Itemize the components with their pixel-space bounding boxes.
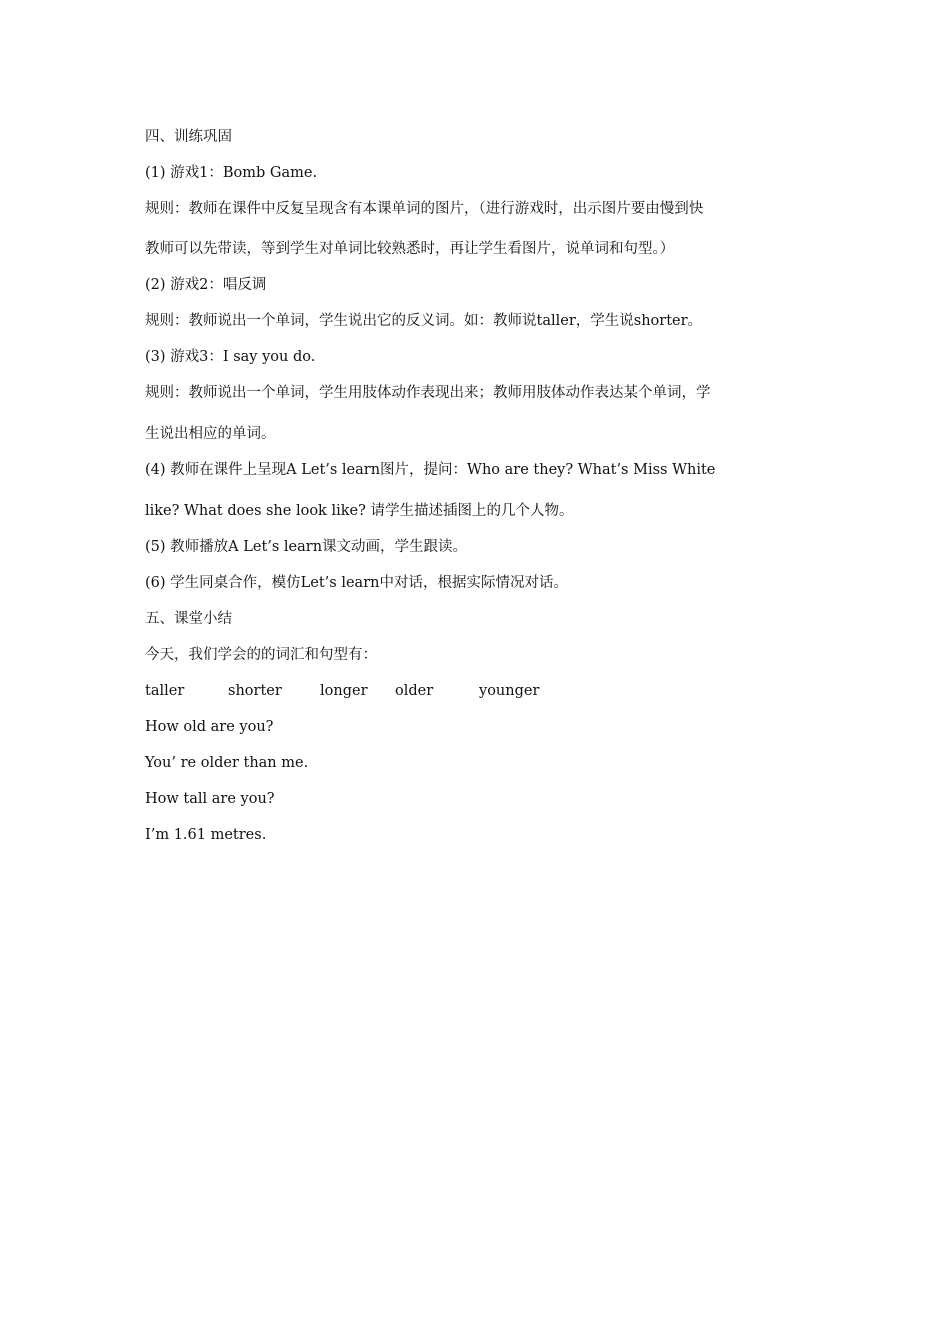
- vocab-word: shorter: [228, 683, 282, 699]
- vocab-word: older: [395, 683, 434, 699]
- sentence: You’ re older than me.: [145, 755, 309, 771]
- game-3-rule-line-2: 生说出相应的单词。: [145, 426, 276, 442]
- step-4-line-2: like? What does she look like? 请学生描述插图上的几个人物。: [145, 503, 574, 519]
- game-3-rule-line-1: 规则：教师说出一个单词，学生用肢体动作表现出来；教师用肢体动作表达某个单词，学: [145, 385, 711, 401]
- vocab-word: longer: [320, 683, 368, 699]
- sentence: I’m 1.61 metres.: [145, 827, 267, 843]
- game-1-rule-line-2: 教师可以先带读，等到学生对单词比较熟悉时，再让学生看图片，说单词和句型。）: [145, 241, 675, 257]
- game-3-title: (3) 游戏3：I say you do.: [145, 349, 316, 365]
- game-1-rule-line-1: 规则：教师在课件中反复呈现含有本课单词的图片，（进行游戏时，出示图片要由慢到快: [145, 201, 704, 217]
- sentence: How old are you?: [145, 719, 274, 735]
- step-5: (5) 教师播放A Let’s learn课文动画，学生跟读。: [145, 539, 468, 555]
- step-4-line-1: (4) 教师在课件上呈现A Let’s learn图片，提问：Who are they? What’s Miss White: [145, 462, 716, 478]
- game-1-title: (1) 游戏1：Bomb Game.: [145, 165, 318, 181]
- sentence: How tall are you?: [145, 791, 275, 807]
- section-4-heading: 四、训练巩固: [145, 129, 232, 145]
- step-6: (6) 学生同桌合作，模仿Let’s learn中对话，根据实际情况对话。: [145, 575, 568, 591]
- summary-intro: 今天，我们学会的的词汇和句型有：: [145, 647, 377, 663]
- game-2-title: (2) 游戏2：唱反调: [145, 277, 267, 293]
- game-2-rule: 规则：教师说出一个单词，学生说出它的反义词。如：教师说taller，学生说shorter。: [145, 313, 703, 329]
- vocab-word: taller: [145, 683, 185, 699]
- vocabulary-row: [145, 681, 645, 701]
- vocab-word: younger: [479, 683, 540, 699]
- section-5-heading: 五、课堂小结: [145, 611, 232, 627]
